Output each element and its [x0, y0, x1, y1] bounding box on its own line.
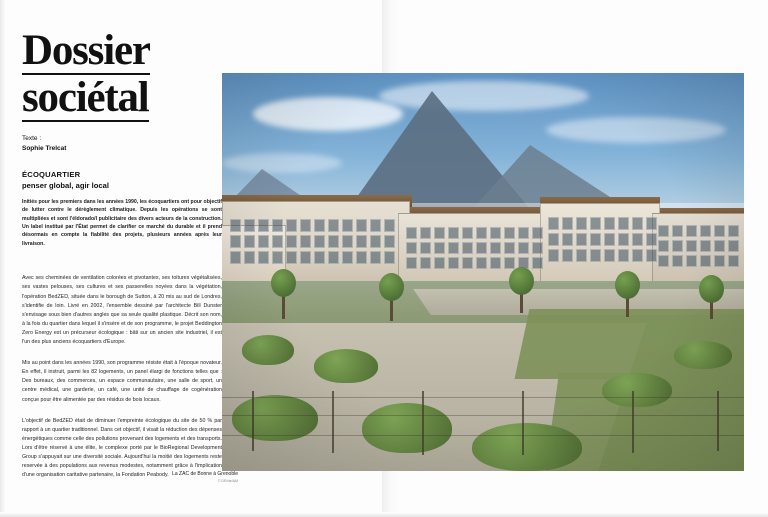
fence-wire	[222, 397, 744, 398]
tree	[710, 297, 713, 319]
window	[590, 217, 601, 230]
fence-wire	[222, 435, 744, 436]
window	[356, 219, 367, 232]
tree-crown	[699, 275, 724, 303]
window	[476, 242, 487, 254]
fence-post	[332, 391, 334, 453]
shrub	[314, 349, 378, 383]
article-photograph	[222, 73, 744, 471]
window	[300, 251, 311, 264]
window	[272, 235, 283, 248]
window	[356, 235, 367, 248]
window	[618, 217, 629, 230]
window	[314, 235, 325, 248]
window	[618, 249, 629, 262]
window	[518, 242, 529, 254]
window	[448, 242, 459, 254]
window	[258, 251, 269, 264]
window	[434, 257, 445, 269]
window	[658, 240, 669, 252]
window	[686, 255, 697, 267]
window	[286, 235, 297, 248]
tree-crown	[379, 273, 404, 301]
byline-author: Sophie Trelcat	[22, 145, 67, 152]
window	[230, 219, 241, 232]
window-grid	[658, 225, 739, 267]
window	[532, 227, 543, 239]
window	[300, 235, 311, 248]
window	[314, 219, 325, 232]
section-subkicker: penser global, agir local	[22, 180, 109, 190]
cloud	[546, 117, 726, 143]
window	[462, 242, 473, 254]
window	[448, 227, 459, 239]
window	[434, 242, 445, 254]
window	[314, 251, 325, 264]
window	[532, 242, 543, 254]
window	[370, 251, 381, 264]
window	[576, 217, 587, 230]
window	[406, 257, 417, 269]
photo-caption	[118, 463, 238, 483]
window	[462, 257, 473, 269]
window	[356, 251, 367, 264]
tree-crown	[271, 269, 296, 297]
window	[672, 240, 683, 252]
window	[700, 225, 711, 237]
body-paragraph-2: Mis au point dans les années 1990, son programme résiste était à l'époque novateur. En effet, il instruit, parmi les 82 logements, un panel élargi de fonctions telles que : Des bureaux, des commerces, un espace communautaire, une salle de sport, un centre médical, une garderie, un café, une unité de chauffage de cogénération conçue pour être alimentée par des résidus de bois locaux.	[22, 360, 222, 403]
window	[548, 217, 559, 230]
window-grid	[230, 219, 395, 264]
window	[728, 240, 739, 252]
window	[562, 249, 573, 262]
page-edge-bottom	[0, 512, 768, 517]
window	[686, 240, 697, 252]
window	[658, 225, 669, 237]
window	[328, 251, 339, 264]
window	[286, 251, 297, 264]
byline-label: Texte :	[22, 135, 42, 143]
window	[672, 225, 683, 237]
tree-crown	[615, 271, 640, 299]
window	[272, 219, 283, 232]
window	[590, 249, 601, 262]
shrub	[242, 335, 294, 365]
window	[576, 233, 587, 246]
window	[490, 257, 501, 269]
title-line-1: Dossier	[22, 27, 150, 74]
shrub	[674, 341, 732, 369]
window	[342, 251, 353, 264]
window	[576, 249, 587, 262]
window	[728, 255, 739, 267]
window	[632, 249, 643, 262]
byline	[22, 134, 222, 154]
window	[562, 217, 573, 230]
window	[342, 219, 353, 232]
window	[658, 255, 669, 267]
window	[370, 235, 381, 248]
window	[490, 242, 501, 254]
body-paragraph-3: L'objectif de BedZED était de diminuer l'empreinte écologique du site de 50 % par rapport à un quartier traditionnel. Dans cet objectif, il visait la réduction des dépenses énergétiques comme celle des pollutions provenant des logements et des transports. Lors d'être réservé à une élite, le complexe porté par le BioRegional Development Group s'appuyait sur une diversité sociale. Aujourd'hui la moitié des logements reste reservée à des populations aux revenus modestes, notamment grâce à l'implication d'une organisation caritative partenaire, la Fondation Peabody.	[22, 417, 222, 479]
window	[700, 255, 711, 267]
window	[230, 235, 241, 248]
window	[714, 255, 725, 267]
left-text-column	[22, 27, 222, 480]
tree	[390, 295, 393, 321]
standfirst-paragraph: Initiés pour les premiers dans les années 1990, les écoquartiers ont pour objectif de lutter contre le dérèglement climatique. Depuis les opérations se sont multipliées et sont l'éldorado/l publicitaire des divers acteurs de la construction. Un label institué par l'État permet de clarifier ce marché du durable et il prend désormais en compte la fiabilité des projets, plusieurs années après leur livraison.	[22, 198, 222, 247]
window	[632, 233, 643, 246]
window	[286, 219, 297, 232]
window	[406, 227, 417, 239]
window	[328, 235, 339, 248]
window-grid	[548, 217, 657, 262]
window	[434, 227, 445, 239]
fence-post	[252, 391, 254, 451]
window	[632, 217, 643, 230]
window	[532, 257, 543, 269]
page-title	[22, 27, 222, 122]
window	[646, 217, 657, 230]
window	[230, 251, 241, 264]
window	[342, 235, 353, 248]
window	[462, 227, 473, 239]
caption-arrow-icon	[118, 463, 238, 469]
window	[300, 219, 311, 232]
tree-crown	[509, 267, 534, 295]
window	[258, 219, 269, 232]
garden-fence	[222, 391, 744, 461]
fence-wire	[222, 415, 744, 416]
window	[686, 225, 697, 237]
caption-credit: © DR/de/AM	[217, 479, 238, 483]
window	[548, 233, 559, 246]
window	[244, 251, 255, 264]
fence-post	[422, 391, 424, 455]
window	[590, 233, 601, 246]
tree	[626, 293, 629, 317]
caption-text: La ZAC de Bonne à Grenoble	[172, 471, 238, 477]
window	[562, 233, 573, 246]
window	[272, 251, 283, 264]
window	[384, 219, 395, 232]
page-edge-left	[0, 0, 6, 517]
window	[406, 242, 417, 254]
window	[244, 235, 255, 248]
window	[504, 257, 515, 269]
window	[504, 242, 515, 254]
window	[384, 251, 395, 264]
tree	[282, 291, 285, 319]
window	[370, 219, 381, 232]
window	[646, 233, 657, 246]
window	[700, 240, 711, 252]
window	[604, 233, 615, 246]
body-paragraph-1: Avec ses cheminées de ventilation colorées et pivotantes, ses toitures végétalisées, ses vastes pelouses, ses cultures et ses passerelles noyées dans la végétation, l'opération BedZED, située dans le borough de Sutton, à 20 mis au sud de Londres, s'identifie de loin. Livré en 2002, l'ensemble dessiné par l'architecte Bill Dunster s'envisage sous bien d'autres angles que sa seule qualité plastique. Décrit son nom, à la fois du quartier dans lequel il s'insère et de son programme, le projet Beddington Zero Energy est un précurseur écologique : bâti sur un ancien site industriel, il est l'un des plus anciens écoquartiers d'Europe.	[22, 275, 222, 346]
window	[604, 217, 615, 230]
window	[618, 233, 629, 246]
window	[714, 240, 725, 252]
window-grid	[406, 227, 543, 269]
window	[604, 249, 615, 262]
tree	[520, 289, 523, 313]
fence-post	[632, 391, 634, 453]
fence-post	[717, 391, 719, 451]
window	[548, 249, 559, 262]
window	[420, 257, 431, 269]
window	[328, 219, 339, 232]
window	[504, 227, 515, 239]
fence-post	[522, 391, 524, 455]
window	[490, 227, 501, 239]
window	[518, 227, 529, 239]
window	[728, 225, 739, 237]
window	[646, 249, 657, 262]
window	[476, 257, 487, 269]
window	[420, 242, 431, 254]
window	[384, 235, 395, 248]
window	[258, 235, 269, 248]
window	[448, 257, 459, 269]
window	[476, 227, 487, 239]
window	[672, 255, 683, 267]
title-line-2: sociétal	[22, 74, 149, 122]
section-kicker: ÉCOQUARTIER	[22, 169, 81, 179]
window	[714, 225, 725, 237]
window	[420, 227, 431, 239]
window	[244, 219, 255, 232]
